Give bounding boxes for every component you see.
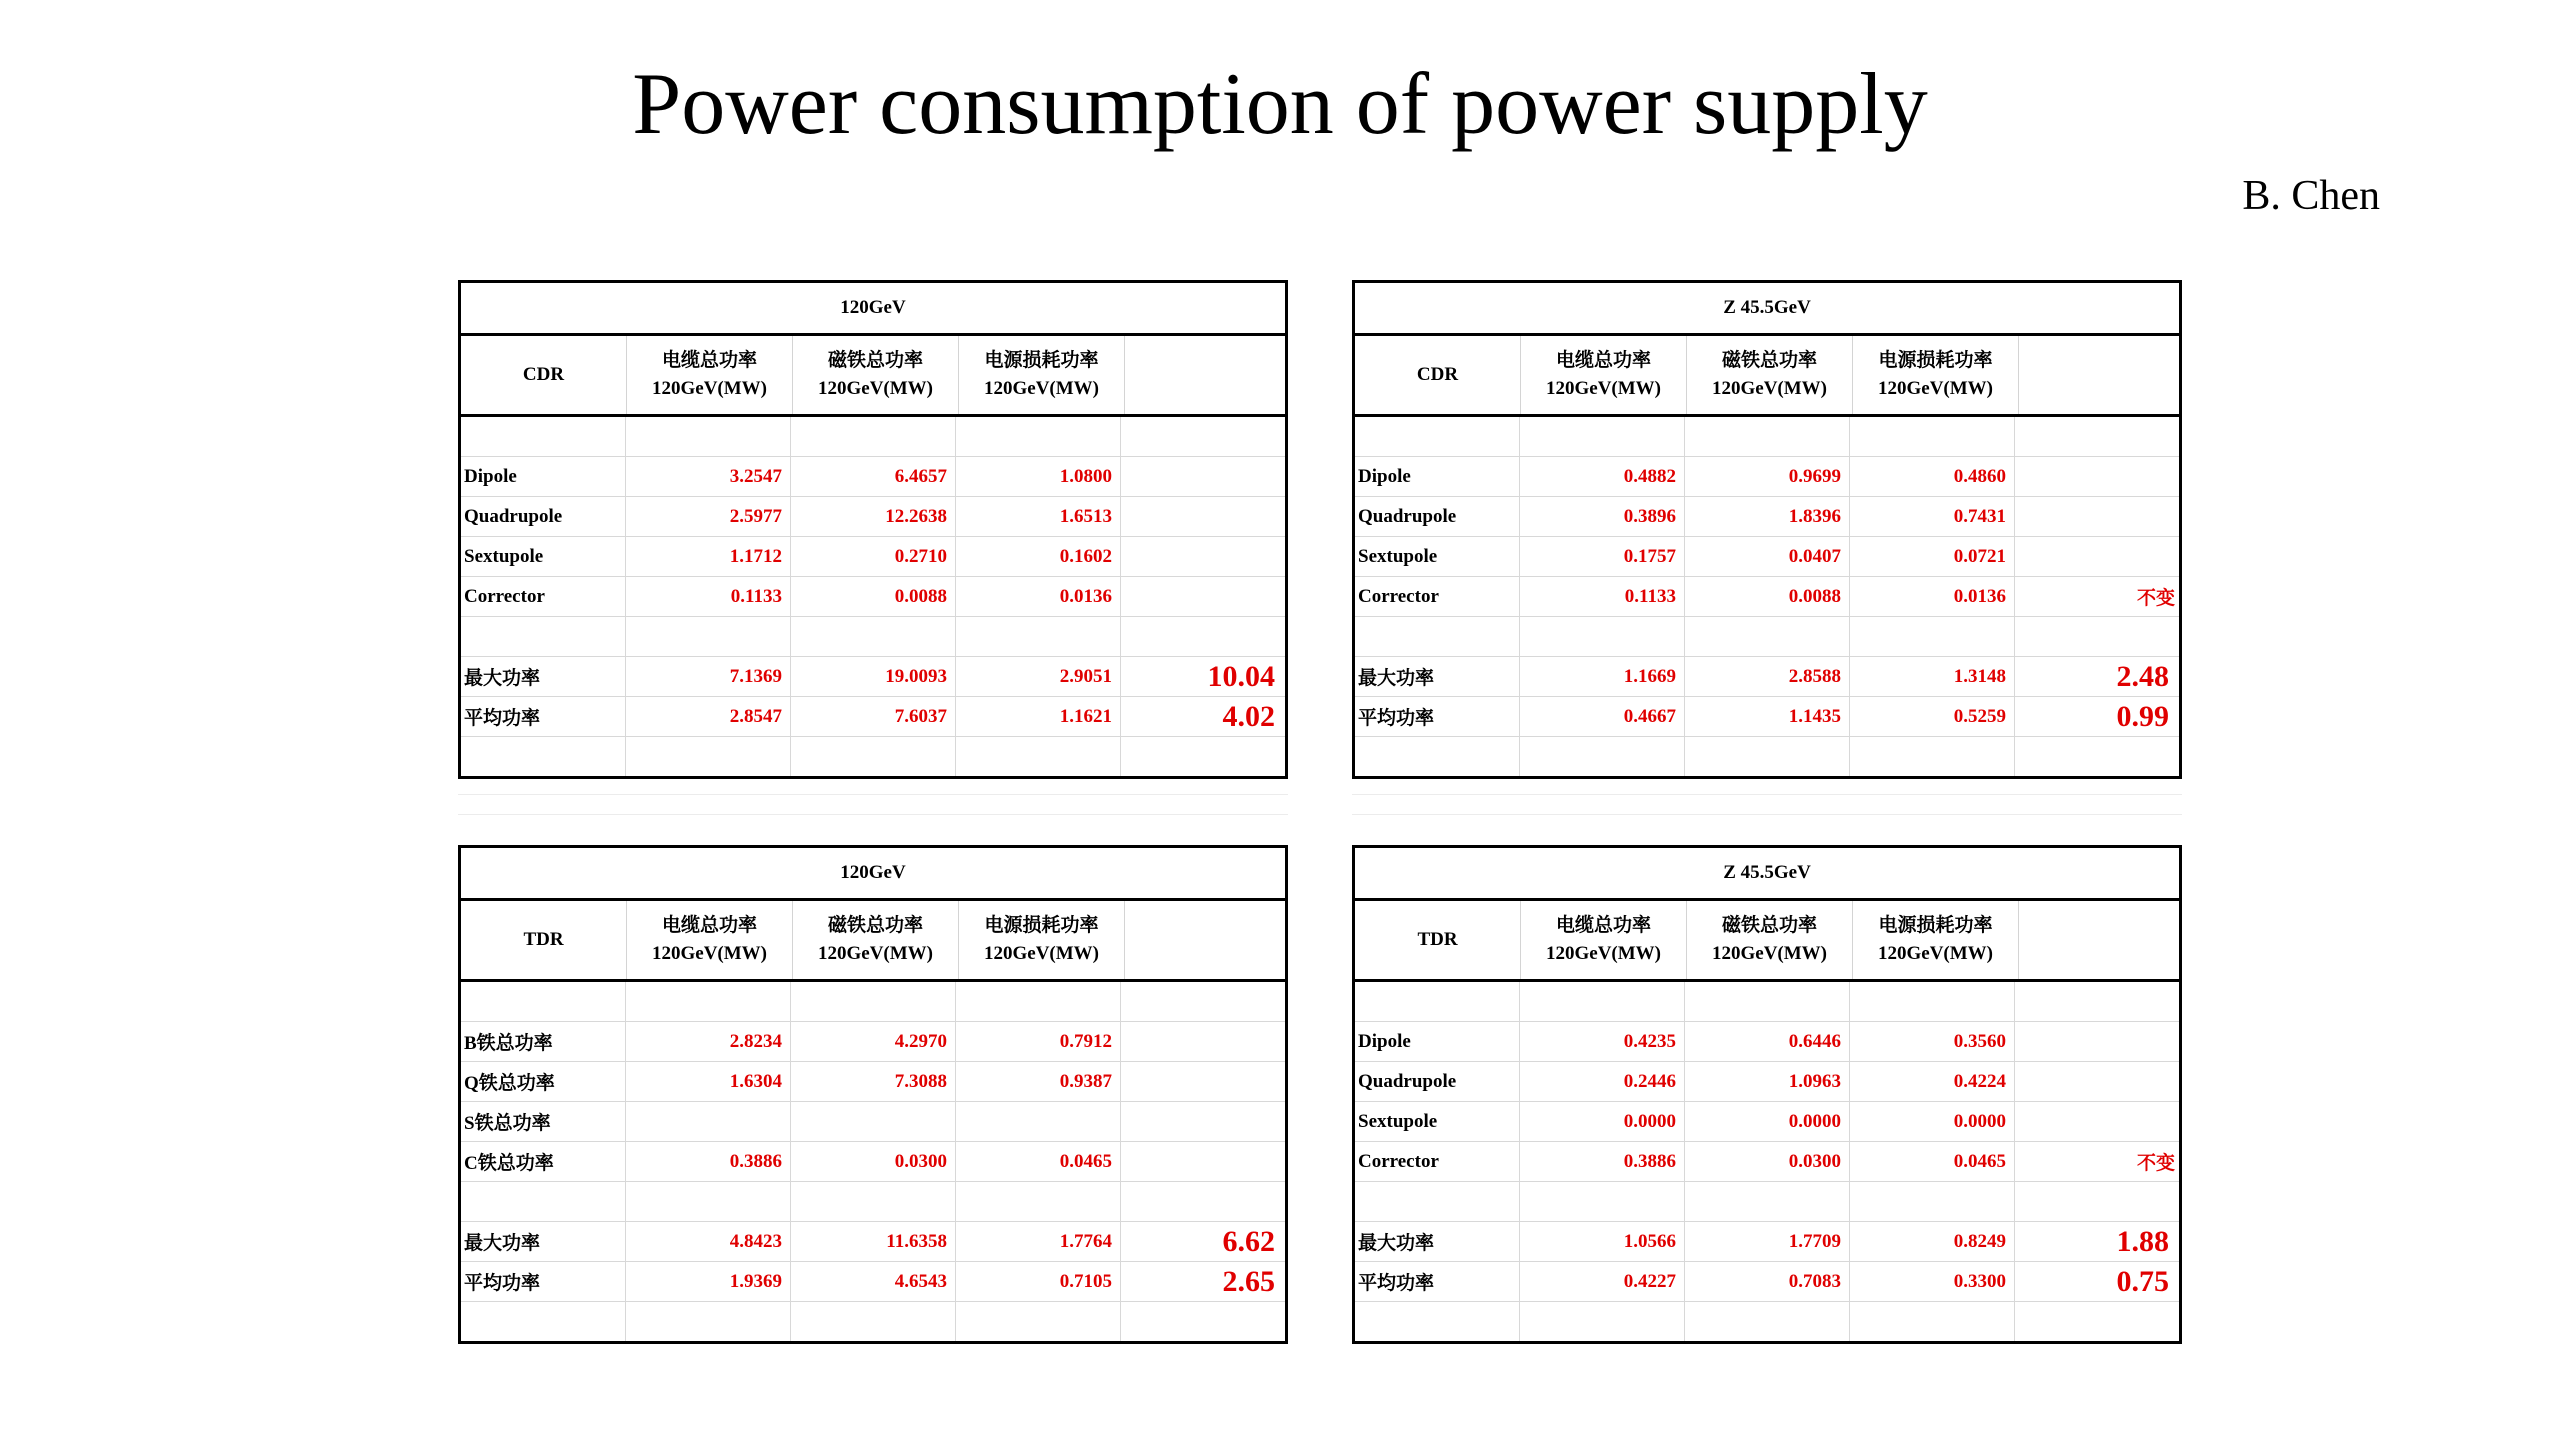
total-cell bbox=[2015, 457, 2179, 496]
row-label: Corrector bbox=[1355, 577, 1520, 616]
total-cell: 0.75 bbox=[2116, 1264, 2169, 1298]
value-cell bbox=[1850, 1182, 2015, 1221]
total-cell bbox=[2015, 737, 2179, 776]
row-label: Dipole bbox=[461, 457, 626, 496]
total-cell bbox=[1121, 1302, 1285, 1341]
table-row bbox=[461, 617, 1285, 657]
value-cell bbox=[1520, 982, 1685, 1021]
total-cell bbox=[2015, 537, 2179, 576]
total-cell bbox=[1121, 1062, 1285, 1101]
row-label: 平均功率 bbox=[461, 1262, 626, 1301]
column-header bbox=[627, 901, 793, 979]
value-cell: 0.3886 bbox=[1520, 1142, 1685, 1181]
value-cell: 0.0407 bbox=[1685, 537, 1850, 576]
column-header-row bbox=[461, 336, 1285, 417]
value-cell: 0.3560 bbox=[1850, 1022, 2015, 1061]
row-label: 最大功率 bbox=[461, 1222, 626, 1261]
value-cell bbox=[956, 1102, 1121, 1141]
column-header bbox=[1853, 336, 2019, 414]
table-header: Z 45.5GeV bbox=[1355, 283, 2179, 336]
value-cell bbox=[1685, 982, 1850, 1021]
total-cell bbox=[1121, 1022, 1285, 1061]
value-cell: 1.3148 bbox=[1850, 657, 2015, 696]
table-row bbox=[461, 1062, 1285, 1102]
value-cell: 0.2446 bbox=[1520, 1062, 1685, 1101]
value-cell: 0.0721 bbox=[1850, 537, 2015, 576]
value-cell: 12.2638 bbox=[791, 497, 956, 536]
table-row bbox=[1355, 417, 2179, 457]
value-cell: 0.4227 bbox=[1520, 1262, 1685, 1301]
table-row bbox=[461, 537, 1285, 577]
column-header bbox=[1521, 336, 1687, 414]
value-cell bbox=[956, 1302, 1121, 1341]
table-row bbox=[461, 1262, 1285, 1302]
value-cell: 1.1435 bbox=[1685, 697, 1850, 736]
value-cell bbox=[1685, 617, 1850, 656]
value-cell: 7.6037 bbox=[791, 697, 956, 736]
value-cell: 1.0566 bbox=[1520, 1222, 1685, 1261]
value-cell: 1.1712 bbox=[626, 537, 791, 576]
value-cell: 1.7709 bbox=[1685, 1222, 1850, 1261]
column-header-line: 电缆总功率 bbox=[1555, 915, 1651, 936]
column-header-line: 120GeV(MW) bbox=[1877, 378, 1994, 399]
column-header-line: 120GeV(MW) bbox=[1711, 943, 1828, 964]
table-row bbox=[461, 1022, 1285, 1062]
value-cell: 0.0136 bbox=[956, 577, 1121, 616]
total-cell bbox=[1121, 1182, 1285, 1221]
value-cell: 1.1621 bbox=[956, 697, 1121, 736]
value-cell: 11.6358 bbox=[791, 1222, 956, 1261]
table-row bbox=[461, 1142, 1285, 1182]
table-row bbox=[1355, 697, 2179, 737]
value-cell bbox=[791, 1302, 956, 1341]
slide-title: Power consumption of power supply bbox=[632, 56, 1928, 153]
value-cell bbox=[956, 417, 1121, 456]
value-cell: 0.7431 bbox=[1850, 497, 2015, 536]
column-header-line: 120GeV(MW) bbox=[651, 943, 768, 964]
total-cell bbox=[1121, 982, 1285, 1021]
column-header-line: 120GeV(MW) bbox=[1545, 378, 1662, 399]
table-row bbox=[461, 1182, 1285, 1222]
column-header-line: 磁铁总功率 bbox=[1721, 915, 1817, 936]
table-row bbox=[1355, 1142, 2179, 1182]
value-cell: 19.0093 bbox=[791, 657, 956, 696]
value-cell bbox=[956, 737, 1121, 776]
value-cell bbox=[626, 617, 791, 656]
row-label: Sextupole bbox=[1355, 1102, 1520, 1141]
row-label: Corrector bbox=[1355, 1142, 1520, 1181]
table-label: CDR bbox=[1355, 336, 1521, 414]
value-cell bbox=[791, 417, 956, 456]
value-cell: 1.1669 bbox=[1520, 657, 1685, 696]
row-label: Corrector bbox=[461, 577, 626, 616]
column-header bbox=[627, 336, 793, 414]
table-row bbox=[1355, 537, 2179, 577]
value-cell bbox=[956, 982, 1121, 1021]
table-row bbox=[461, 577, 1285, 617]
table-row bbox=[461, 697, 1285, 737]
total-cell bbox=[1121, 577, 1285, 616]
column-header-blank bbox=[1125, 901, 1285, 979]
value-cell: 6.4657 bbox=[791, 457, 956, 496]
value-cell: 0.3886 bbox=[626, 1142, 791, 1181]
value-cell: 2.8547 bbox=[626, 697, 791, 736]
column-header-line: 电源损耗功率 bbox=[1878, 915, 1993, 936]
row-label: 最大功率 bbox=[1355, 657, 1520, 696]
column-header bbox=[1853, 901, 2019, 979]
column-header-blank bbox=[1125, 336, 1285, 414]
row-label bbox=[1355, 1302, 1520, 1341]
column-header bbox=[793, 336, 959, 414]
table-row bbox=[1355, 1102, 2179, 1142]
value-cell: 0.2710 bbox=[791, 537, 956, 576]
value-cell: 0.0300 bbox=[791, 1142, 956, 1181]
total-cell bbox=[2015, 982, 2179, 1021]
value-cell: 0.0000 bbox=[1850, 1102, 2015, 1141]
column-header bbox=[959, 901, 1125, 979]
value-cell: 1.9369 bbox=[626, 1262, 791, 1301]
table-row bbox=[1355, 497, 2179, 537]
value-cell bbox=[626, 982, 791, 1021]
total-cell bbox=[2015, 1302, 2179, 1341]
table-cdr-z45gev bbox=[1352, 280, 2182, 779]
value-cell bbox=[791, 617, 956, 656]
column-header-line: 电缆总功率 bbox=[661, 350, 757, 371]
column-header-blank bbox=[2019, 901, 2179, 979]
total-cell: 1.88 bbox=[2116, 1224, 2169, 1258]
value-cell: 0.0465 bbox=[956, 1142, 1121, 1181]
value-cell: 4.8423 bbox=[626, 1222, 791, 1261]
row-label: 平均功率 bbox=[461, 697, 626, 736]
value-cell: 1.0963 bbox=[1685, 1062, 1850, 1101]
value-cell bbox=[1685, 737, 1850, 776]
column-header-line: 电源损耗功率 bbox=[984, 915, 1099, 936]
value-cell: 1.8396 bbox=[1685, 497, 1850, 536]
row-label: Q铁总功率 bbox=[461, 1062, 626, 1101]
value-cell bbox=[1685, 1302, 1850, 1341]
author-name: B. Chen bbox=[2242, 173, 2380, 219]
value-cell: 1.0800 bbox=[956, 457, 1121, 496]
row-label: 最大功率 bbox=[461, 657, 626, 696]
value-cell bbox=[1685, 417, 1850, 456]
table-row bbox=[1355, 1302, 2179, 1341]
value-cell: 0.4224 bbox=[1850, 1062, 2015, 1101]
table-row bbox=[461, 1222, 1285, 1262]
value-cell bbox=[1850, 737, 2015, 776]
column-header-row bbox=[1355, 901, 2179, 982]
total-cell bbox=[2015, 417, 2179, 456]
total-cell bbox=[1121, 497, 1285, 536]
value-cell bbox=[791, 1182, 956, 1221]
value-cell: 0.0136 bbox=[1850, 577, 2015, 616]
table-row bbox=[461, 457, 1285, 497]
value-cell: 0.9387 bbox=[956, 1062, 1121, 1101]
column-header-line: 120GeV(MW) bbox=[817, 943, 934, 964]
value-cell: 2.8234 bbox=[626, 1022, 791, 1061]
value-cell: 0.1133 bbox=[626, 577, 791, 616]
value-cell: 0.1602 bbox=[956, 537, 1121, 576]
value-cell bbox=[626, 1102, 791, 1141]
row-label bbox=[461, 1302, 626, 1341]
column-header-line: 磁铁总功率 bbox=[827, 350, 923, 371]
column-header bbox=[1521, 901, 1687, 979]
row-label: C铁总功率 bbox=[461, 1142, 626, 1181]
total-cell bbox=[1121, 737, 1285, 776]
value-cell bbox=[1520, 1302, 1685, 1341]
value-cell bbox=[956, 1182, 1121, 1221]
value-cell: 0.8249 bbox=[1850, 1222, 2015, 1261]
value-cell bbox=[956, 617, 1121, 656]
row-label: 平均功率 bbox=[1355, 1262, 1520, 1301]
value-cell bbox=[626, 1182, 791, 1221]
table-row bbox=[461, 1102, 1285, 1142]
column-header-line: 120GeV(MW) bbox=[1545, 943, 1662, 964]
value-cell: 2.8588 bbox=[1685, 657, 1850, 696]
table-row bbox=[1355, 982, 2179, 1022]
value-cell bbox=[791, 737, 956, 776]
value-cell: 2.9051 bbox=[956, 657, 1121, 696]
row-label: Dipole bbox=[1355, 457, 1520, 496]
column-header bbox=[959, 336, 1125, 414]
value-cell: 0.0465 bbox=[1850, 1142, 2015, 1181]
table-header: 120GeV bbox=[461, 283, 1285, 336]
row-label: B铁总功率 bbox=[461, 1022, 626, 1061]
value-cell bbox=[791, 1102, 956, 1141]
value-cell: 0.3300 bbox=[1850, 1262, 2015, 1301]
value-cell: 0.0300 bbox=[1685, 1142, 1850, 1181]
row-label bbox=[1355, 417, 1520, 456]
value-cell bbox=[626, 417, 791, 456]
value-cell bbox=[1520, 1182, 1685, 1221]
value-cell: 7.1369 bbox=[626, 657, 791, 696]
total-cell bbox=[2015, 617, 2179, 656]
row-label bbox=[461, 617, 626, 656]
total-cell bbox=[1121, 457, 1285, 496]
total-cell: 2.65 bbox=[1222, 1264, 1275, 1298]
row-label: 平均功率 bbox=[1355, 697, 1520, 736]
column-header-line: 电缆总功率 bbox=[1555, 350, 1651, 371]
table-label: TDR bbox=[461, 901, 627, 979]
total-cell bbox=[2015, 1102, 2179, 1141]
column-header-line: 磁铁总功率 bbox=[1721, 350, 1817, 371]
value-cell: 4.2970 bbox=[791, 1022, 956, 1061]
value-cell: 0.1757 bbox=[1520, 537, 1685, 576]
total-cell: 6.62 bbox=[1222, 1224, 1275, 1258]
table-row bbox=[1355, 657, 2179, 697]
table-tdr-120gev bbox=[458, 845, 1288, 1344]
row-label: Sextupole bbox=[461, 537, 626, 576]
value-cell bbox=[626, 737, 791, 776]
table-row bbox=[1355, 1222, 2179, 1262]
total-cell bbox=[2015, 1182, 2179, 1221]
column-header-row bbox=[461, 901, 1285, 982]
value-cell: 0.5259 bbox=[1850, 697, 2015, 736]
value-cell bbox=[1850, 1302, 2015, 1341]
value-cell: 0.3896 bbox=[1520, 497, 1685, 536]
table-header: Z 45.5GeV bbox=[1355, 848, 2179, 901]
table-row bbox=[1355, 1262, 2179, 1302]
table-row bbox=[461, 497, 1285, 537]
value-cell: 0.7912 bbox=[956, 1022, 1121, 1061]
table-cdr-120gev bbox=[458, 280, 1288, 779]
value-cell: 0.7105 bbox=[956, 1262, 1121, 1301]
value-cell: 1.7764 bbox=[956, 1222, 1121, 1261]
value-cell: 0.4235 bbox=[1520, 1022, 1685, 1061]
row-label: Sextupole bbox=[1355, 537, 1520, 576]
table-row bbox=[1355, 1062, 2179, 1102]
value-cell: 1.6513 bbox=[956, 497, 1121, 536]
table-row bbox=[461, 1302, 1285, 1341]
total-cell: 2.48 bbox=[2116, 659, 2169, 693]
value-cell: 0.1133 bbox=[1520, 577, 1685, 616]
column-header-line: 磁铁总功率 bbox=[827, 915, 923, 936]
value-cell: 0.7083 bbox=[1685, 1262, 1850, 1301]
value-cell: 0.9699 bbox=[1685, 457, 1850, 496]
value-cell bbox=[791, 982, 956, 1021]
note-cell: 不变 bbox=[2136, 1153, 2175, 1174]
row-label: Quadrupole bbox=[1355, 1062, 1520, 1101]
total-cell: 0.99 bbox=[2116, 699, 2169, 733]
value-cell: 0.4882 bbox=[1520, 457, 1685, 496]
spreadsheet-gridlines bbox=[1352, 775, 2182, 835]
table-row bbox=[1355, 577, 2179, 617]
row-label bbox=[461, 737, 626, 776]
total-cell bbox=[1121, 617, 1285, 656]
row-label: Quadrupole bbox=[461, 497, 626, 536]
column-header-line: 电缆总功率 bbox=[661, 915, 757, 936]
value-cell bbox=[626, 1302, 791, 1341]
value-cell bbox=[1850, 417, 2015, 456]
table-label: TDR bbox=[1355, 901, 1521, 979]
total-cell bbox=[1121, 1102, 1285, 1141]
value-cell bbox=[1520, 617, 1685, 656]
value-cell: 0.0000 bbox=[1520, 1102, 1685, 1141]
table-row bbox=[1355, 457, 2179, 497]
note-cell: 不变 bbox=[2136, 588, 2175, 609]
value-cell bbox=[1685, 1182, 1850, 1221]
table-header: 120GeV bbox=[461, 848, 1285, 901]
value-cell: 0.0088 bbox=[1685, 577, 1850, 616]
column-header bbox=[793, 901, 959, 979]
total-cell bbox=[2015, 1022, 2179, 1061]
row-label: Dipole bbox=[1355, 1022, 1520, 1061]
column-header bbox=[1687, 336, 1853, 414]
row-label bbox=[1355, 982, 1520, 1021]
column-header-line: 120GeV(MW) bbox=[1711, 378, 1828, 399]
row-label: Quadrupole bbox=[1355, 497, 1520, 536]
column-header bbox=[1687, 901, 1853, 979]
table-row bbox=[461, 982, 1285, 1022]
total-cell bbox=[1121, 537, 1285, 576]
row-label bbox=[1355, 617, 1520, 656]
value-cell: 1.6304 bbox=[626, 1062, 791, 1101]
column-header-line: 120GeV(MW) bbox=[651, 378, 768, 399]
total-cell bbox=[2015, 1062, 2179, 1101]
row-label: S铁总功率 bbox=[461, 1102, 626, 1141]
value-cell: 0.6446 bbox=[1685, 1022, 1850, 1061]
value-cell bbox=[1850, 617, 2015, 656]
column-header-line: 电源损耗功率 bbox=[984, 350, 1099, 371]
row-label bbox=[461, 982, 626, 1021]
value-cell bbox=[1520, 737, 1685, 776]
table-tdr-z45gev bbox=[1352, 845, 2182, 1344]
value-cell bbox=[1850, 982, 2015, 1021]
row-label bbox=[1355, 1182, 1520, 1221]
column-header-line: 电源损耗功率 bbox=[1878, 350, 1993, 371]
row-label bbox=[461, 417, 626, 456]
total-cell: 10.04 bbox=[1207, 659, 1275, 693]
table-row bbox=[461, 417, 1285, 457]
value-cell: 3.2547 bbox=[626, 457, 791, 496]
total-cell bbox=[2015, 497, 2179, 536]
value-cell: 0.0088 bbox=[791, 577, 956, 616]
table-row bbox=[1355, 737, 2179, 776]
row-label bbox=[461, 1182, 626, 1221]
table-label: CDR bbox=[461, 336, 627, 414]
column-header-line: 120GeV(MW) bbox=[1877, 943, 1994, 964]
table-row bbox=[461, 657, 1285, 697]
table-row bbox=[461, 737, 1285, 776]
total-cell bbox=[1121, 1142, 1285, 1181]
table-row bbox=[1355, 617, 2179, 657]
value-cell: 0.4860 bbox=[1850, 457, 2015, 496]
column-header-line: 120GeV(MW) bbox=[983, 943, 1100, 964]
column-header-blank bbox=[2019, 336, 2179, 414]
spreadsheet-gridlines bbox=[458, 775, 1288, 835]
table-row bbox=[1355, 1182, 2179, 1222]
column-header-line: 120GeV(MW) bbox=[983, 378, 1100, 399]
row-label bbox=[1355, 737, 1520, 776]
value-cell: 4.6543 bbox=[791, 1262, 956, 1301]
value-cell: 7.3088 bbox=[791, 1062, 956, 1101]
total-cell: 4.02 bbox=[1222, 699, 1275, 733]
column-header-row bbox=[1355, 336, 2179, 417]
value-cell: 0.4667 bbox=[1520, 697, 1685, 736]
value-cell: 0.0000 bbox=[1685, 1102, 1850, 1141]
column-header-line: 120GeV(MW) bbox=[817, 378, 934, 399]
row-label: 最大功率 bbox=[1355, 1222, 1520, 1261]
table-row bbox=[1355, 1022, 2179, 1062]
value-cell: 2.5977 bbox=[626, 497, 791, 536]
total-cell bbox=[1121, 417, 1285, 456]
value-cell bbox=[1520, 417, 1685, 456]
